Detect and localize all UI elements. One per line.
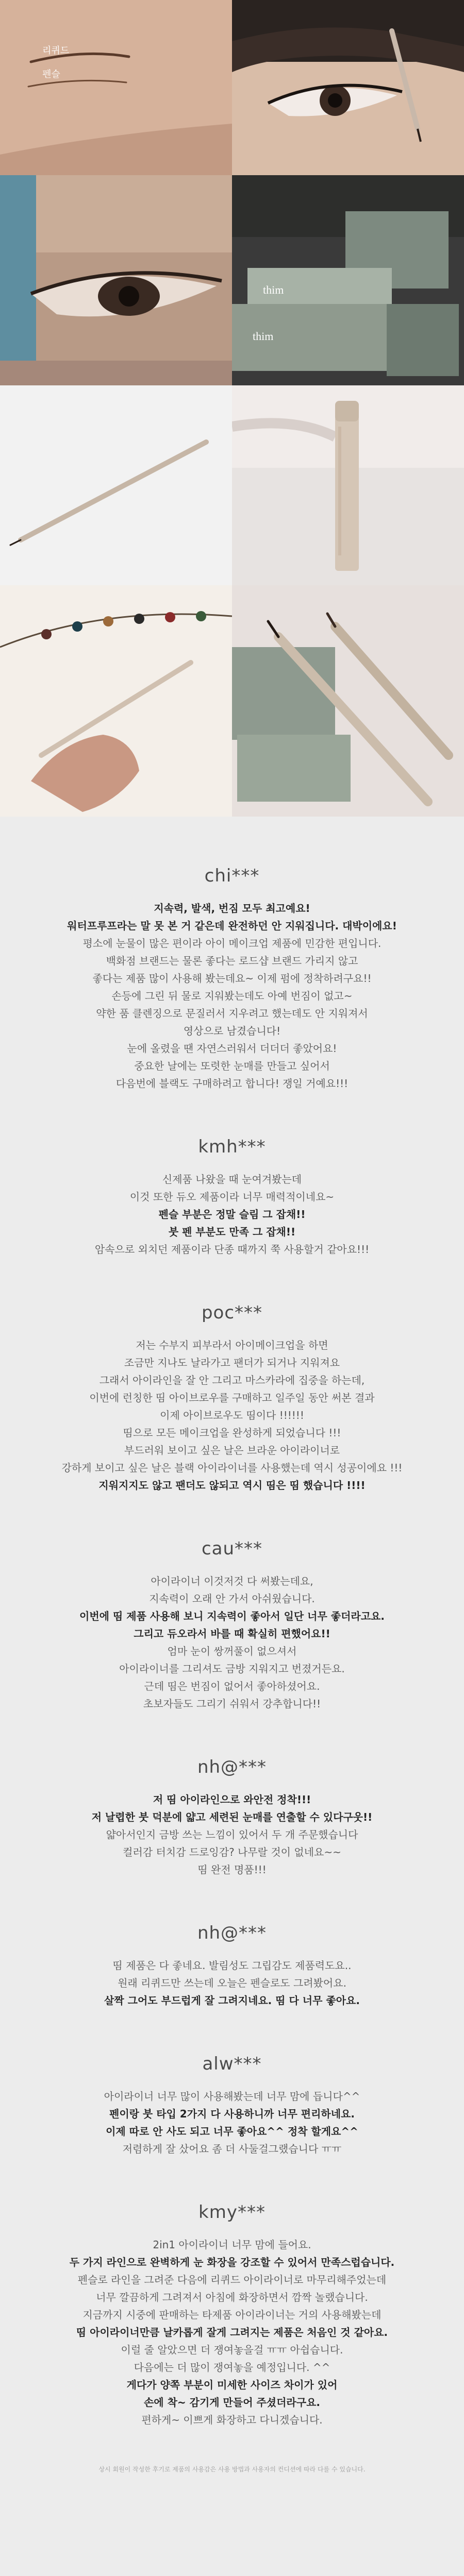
review-line: 두 가지 라인으로 완벽하게 눈 화장을 강조할 수 있어서 만족스럽습니다.	[69, 2256, 395, 2268]
review-line: 이제 따로 안 사도 되고 너무 좋아요^^ 정착 할게요^^	[106, 2125, 358, 2138]
photo-hand-holding-pencil	[0, 585, 232, 817]
review-line: 지금까지 시중에 판매하는 타제품 아이라이너는 거의 사용해봤는데	[82, 2309, 382, 2321]
review-line: 저는 수부지 피부라서 아이메이크업을 하면	[136, 1339, 328, 1351]
review-line: 펜슬 부분은 정말 슬림 그 잡채!!	[158, 1208, 306, 1221]
review-line: 아이라이너 이것저것 다 써봤는데요,	[151, 1575, 313, 1587]
review-disclaimer: 상시 회원이 작성한 후기로 제품의 사용감은 사용 방법과 사용자의 컨디션에 따라 다를 수 있습니다.	[98, 2466, 366, 2473]
review-line: 이것 또한 듀오 제품이라 너무 매력적이네요~	[129, 1191, 335, 1203]
review-card	[0, 1538, 464, 1713]
review-line: 컬러감 터치감 드로잉감? 나무랄 것이 없네요~~	[123, 1846, 341, 1858]
review-line: 원래 리퀴드만 쓰는데 오늘은 펜슬로도 그려봤어요.	[118, 1977, 346, 1989]
review-line: 저렴하게 잘 샀어요 좀 더 사둘걸그랬습니다 ㅠㅠ	[122, 2143, 342, 2155]
photo-eye-makeup	[232, 0, 464, 175]
review-line: 초보자들도 그리기 쉬워서 강추합니다!!	[143, 1698, 321, 1710]
photo-product-boxes	[232, 175, 464, 385]
photo-pencil-white	[0, 385, 232, 585]
reviewer-handle: alw***	[202, 2054, 262, 2074]
review-card	[0, 2054, 464, 2158]
review-line: 백화점 브랜드는 물론 좋다는 로드샵 브랜드 가리지 않고	[106, 955, 358, 967]
review-line: 근데 띰은 번짐이 없어서 좋아하셨어요.	[144, 1680, 320, 1692]
photo-pens-crossed	[232, 585, 464, 817]
review-line: 붓 펜 부분도 만족 그 잡채!!	[168, 1226, 296, 1238]
photo-standing-pen	[232, 385, 464, 585]
review-line: 너무 깔끔하게 그려져서 아침에 화장하면서 깜짝 놀랬습니다.	[96, 2291, 368, 2303]
review-line: 신제품 나왔을 때 눈여겨봤는데	[162, 1173, 302, 1185]
review-line: 강하게 보이고 싶은 날은 블랙 아이라이너를 사용했는데 역시 성공이에요 !!!	[61, 1462, 403, 1474]
review-line: 살짝 그어도 부드럽게 잘 그려지네요. 띰 다 너무 좋아요.	[104, 1994, 360, 2007]
reviewer-handle: kmh***	[198, 1137, 266, 1157]
review-line: 손등에 그린 뒤 물로 지워봤는데도 아예 번짐이 없고~	[111, 990, 353, 1002]
review-line: 눈에 올렸을 땐 자연스러워서 더더더 좋았어요!	[127, 1042, 337, 1055]
review-line: 저 날렵한 붓 덕분에 얇고 세련된 눈매를 연출할 수 있다구웃!!	[91, 1811, 373, 1823]
review-line: 게다가 양쪽 부분이 미세한 사이즈 차이가 있어	[126, 2379, 338, 2391]
review-line: 엄마 눈이 쌍꺼풀이 없으셔서	[167, 1645, 297, 1657]
review-card	[0, 1757, 464, 1878]
review-line: 영상으로 남겼습니다!	[183, 1025, 281, 1037]
svg-text:thim: thim	[253, 330, 274, 343]
review-line: 2in1 아이라이너 너무 맘에 들어요.	[153, 2239, 311, 2251]
review-line: 평소에 눈물이 많은 편이라 아이 메이크업 제품에 민감한 편입니다.	[82, 937, 382, 950]
review-card	[0, 1302, 464, 1494]
swatch-label-pencil: 펜슬	[42, 69, 60, 79]
review-line: 중요한 날에는 또렷한 눈매를 만들고 싶어서	[134, 1060, 330, 1072]
review-line: 펜슬로 라인을 그려준 다음에 리퀴드 아이라이너로 마무리해주었는데	[77, 2274, 387, 2286]
photo-eye-closeup	[0, 175, 232, 385]
review-card	[0, 866, 464, 1092]
review-line: 아이라이너를 그리셔도 금방 지워지고 번졌거든요.	[119, 1663, 345, 1675]
review-line: 이럴 줄 알았으면 더 쟁여놓을걸 ㅠㅠ 아쉽습니다.	[121, 2344, 343, 2356]
review-line: 이번에 띰 제품 사용해 보니 지속력이 좋아서 일단 너무 좋더라고요.	[79, 1610, 385, 1622]
review-line: 띰 완전 명품!!!	[197, 1863, 267, 1876]
reviewer-handle: kmy***	[198, 2202, 266, 2223]
reviewer-handle: chi***	[204, 866, 260, 886]
swatch-label-liquid: 리퀴드	[42, 45, 70, 56]
review-line: 좋다는 제품 많이 사용해 봤는데요~ 이제 펌에 정착하려구요!!	[92, 972, 372, 985]
review-photo-grid	[0, 0, 464, 817]
review-line: 그래서 아이라인을 잘 안 그리고 마스카라에 집중을 하는데,	[99, 1374, 365, 1386]
review-line: 저 띰 아이라인으로 와안전 정착!!!	[153, 1793, 311, 1806]
review-card	[0, 2202, 464, 2429]
svg-text:thim: thim	[263, 283, 284, 296]
reviewer-handle: cau***	[201, 1538, 263, 1559]
review-line: 약한 품 클렌징으로 문질러서 지우려고 했는데도 안 지워져서	[96, 1007, 368, 1020]
review-line: 띰 제품은 다 좋네요. 발림성도 그립감도 제품력도요..	[112, 1959, 352, 1972]
review-line: 조금만 지나도 날라가고 팬더가 되거나 지워져요	[124, 1357, 340, 1369]
review-line: 이번에 런칭한 띰 아이브로우를 구매하고 일주일 동안 써본 결과	[89, 1392, 375, 1404]
review-line: 워터프루프라는 말 못 본 거 같은데 완전하던 안 지워집니다. 대박이에요!	[67, 920, 397, 932]
review-line: 손에 착~ 감기게 만들어 주셨더라구요.	[143, 2396, 320, 2409]
review-line: 다음에는 더 많이 쟁여놓을 예정입니다. ^^	[134, 2361, 330, 2374]
review-card	[0, 1923, 464, 2009]
review-line: 지워지지도 않고 팬더도 않되고 역시 띰은 띰 했습니다 !!!!	[98, 1479, 366, 1492]
review-line: 다음번에 블랙도 구매하려고 합니다! 쟁일 거예요!!!	[115, 1077, 349, 1090]
review-line: 편하게~ 이쁘게 화장하고 다니겠습니다.	[141, 2414, 323, 2426]
reviewer-handle: nh@***	[197, 1757, 267, 1777]
review-line: 지속력이 오래 안 가서 아쉬웠습니다.	[149, 1592, 315, 1605]
reviewer-handle: nh@***	[197, 1923, 267, 1943]
reviewer-handle: poc***	[201, 1302, 263, 1323]
review-line: 얇아서인지 금방 쓰는 느낌이 있어서 두 개 주문했습니다	[106, 1828, 358, 1841]
photo-hand-swatch	[0, 0, 232, 175]
review-line: 이제 아이브로우도 띰이다 !!!!!!	[160, 1409, 304, 1421]
review-line: 부드러워 보이고 싶은 날은 브라운 아이라이너로	[124, 1444, 340, 1456]
review-line: 아이라이너 너무 많이 사용해봤는데 너무 맘에 듭니다^^	[104, 2090, 360, 2103]
review-line: 지속력, 발색, 번짐 모두 최고예요!	[154, 902, 310, 914]
review-card	[0, 1137, 464, 1258]
review-line: 암속으로 외치던 제품이라 단종 때까지 쭉 사용할거 같아요!!!	[94, 1243, 370, 1256]
review-line: 그리고 듀오라서 바를 때 확실히 편했어요!!	[134, 1628, 330, 1640]
reviews-section	[0, 817, 464, 2473]
review-line: 띰으로 모든 메이크업을 완성하게 되었습니다 !!!	[123, 1427, 341, 1439]
review-line: 펜이랑 붓 타입 2가지 다 사용하니까 너무 편리하네요.	[109, 2108, 355, 2120]
review-line: 띰 아이라이너만큼 날카롭게 잘게 그려지는 제품은 처음인 것 같아요.	[76, 2326, 388, 2338]
